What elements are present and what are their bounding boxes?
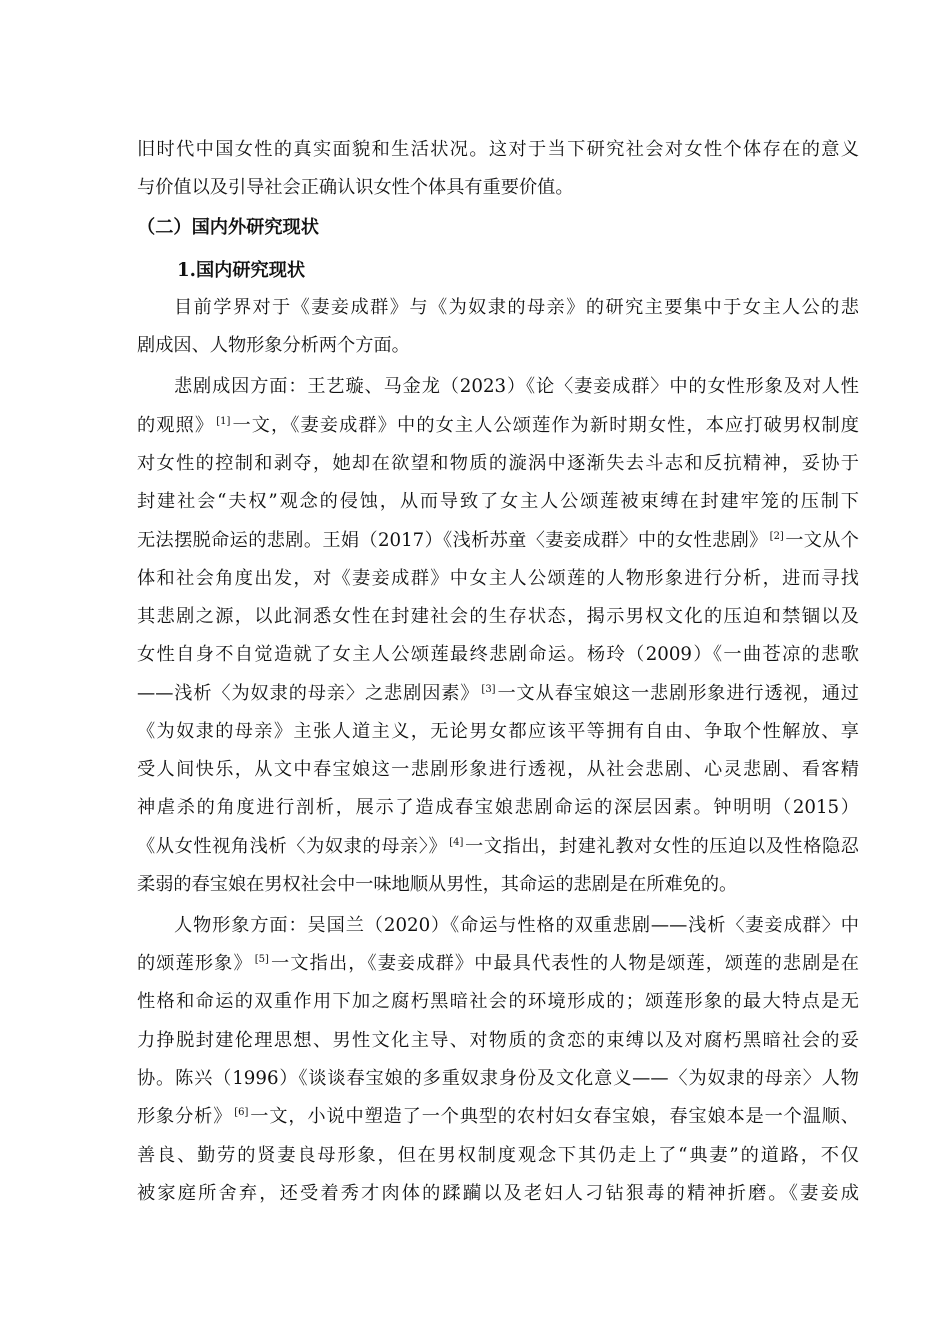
intro-line-2: 与价值以及引导社会正确认识女性个体具有重要价值。 (137, 177, 574, 198)
para2-line-13-a: 《从女性视角浅析〈为奴隶的母亲〉》 (137, 836, 448, 857)
para3-line-5: 协。陈兴（1996）《谈谈春宝娘的多重奴隶身份及文化意义——〈为奴隶的母亲〉人物 (137, 1068, 859, 1089)
para2-line-2-b: 一文，《妻妾成群》中的女主人公颂莲作为新时期女性，本应打破男权制度 (231, 415, 859, 436)
citation-2: [2] (769, 531, 784, 542)
para2-line-9-a: ——浅析〈为奴隶的母亲〉之悲剧因素》 (137, 683, 480, 704)
para3-line-1: 人物形象方面：吴国兰（2020）《命运与性格的双重悲剧——浅析〈妻妾成群〉中 (174, 915, 859, 936)
para2-line-12: 神虐杀的角度进行剖析，展示了造成春宝娘悲剧命运的深层因素。钟明明（2015） (137, 797, 859, 818)
para3-line-2 (137, 948, 859, 980)
para3-line-6 (137, 1101, 859, 1133)
para2-line-8: 女性自身不自觉造就了女主人公颂莲最终悲剧命运。杨玲（2009）《一曲苍凉的悲歌 (137, 644, 859, 665)
para2-line-9 (137, 678, 859, 710)
citation-3: [3] (481, 684, 496, 695)
para2-line-2 (137, 410, 859, 442)
para3-line-6-b: 一文，小说中塑造了一个典型的农村妇女春宝娘，春宝娘本是一个温顺、 (249, 1106, 859, 1127)
section-heading: （二）国内外研究现状 (137, 217, 319, 238)
subsection-heading: 1.国内研究现状 (177, 260, 306, 281)
para3-line-7: 善良、勤劳的贤妻良母形象，但在男权制度观念下其仍走上了“典妻”的道路，不仅 (137, 1145, 859, 1166)
para1-line-2: 剧成因、人物形象分析两个方面。 (137, 335, 410, 356)
para2-line-14: 柔弱的春宝娘在男权社会中一味地顺从男性，其命运的悲剧是在所难免的。 (137, 874, 738, 895)
para1-line-1: 目前学界对于《妻妾成群》与《为奴隶的母亲》的研究主要集中于女主人公的悲 (174, 297, 859, 318)
para2-line-5-b: 一文从个 (784, 530, 859, 551)
citation-4: [4] (449, 837, 464, 848)
para3-line-3: 性格和命运的双重作用下加之腐朽黑暗社会的环境形成的；颂莲形象的最大特点是无 (137, 991, 859, 1012)
para2-line-4: 封建社会“夫权”观念的侵蚀，从而导致了女主人公颂莲被束缚在封建牢笼的压制下 (137, 491, 859, 512)
para2-line-10: 《为奴隶的母亲》主张人道主义，无论男女都应该平等拥有自由、争取个性解放、享 (137, 721, 859, 742)
para3-line-2-b: 一文指出，《妻妾成群》中最具代表性的人物是颂莲，颂莲的悲剧是在 (269, 953, 859, 974)
para2-line-5 (137, 525, 859, 557)
para2-line-13-b: 一文指出，封建礼教对女性的压迫以及性格隐忍 (464, 836, 859, 857)
para3-line-4: 力挣脱封建伦理思想、男性文化主导、对物质的贪恋的束缚以及对腐朽黑暗社会的妥 (137, 1030, 859, 1051)
para2-line-6: 体和社会角度出发，对《妻妾成群》中女主人公颂莲的人物形象进行分析，进而寻找 (137, 568, 859, 589)
intro-line-1: 旧时代中国女性的真实面貌和生活状况。这对于当下研究社会对女性个体存在的意义 (137, 139, 859, 160)
citation-5: [5] (254, 954, 269, 965)
para2-line-2-a: 的观照》 (137, 415, 215, 436)
para2-line-11: 受人间快乐，从文中春宝娘这一悲剧形象进行透视，从社会悲剧、心灵悲剧、看客精 (137, 759, 859, 780)
para3-line-2-a: 的颂莲形象》 (137, 953, 253, 974)
para2-line-3: 对女性的控制和剥夺，她却在欲望和物质的漩涡中逐渐失去斗志和反抗精神，妥协于 (137, 453, 859, 474)
para2-line-7: 其悲剧之源，以此洞悉女性在封建社会的生存状态，揭示男权文化的压迫和禁锢以及 (137, 606, 859, 627)
para2-line-1: 悲剧成因方面：王艺璇、马金龙（2023）《论〈妻妾成群〉中的女性形象及对人性 (174, 376, 859, 397)
citation-6: [6] (234, 1107, 249, 1118)
para2-line-13 (137, 831, 859, 863)
para3-line-8: 被家庭所舍弃，还受着秀才肉体的蹂躏以及老妇人刁钻狠毒的精神折磨。《妻妾成 (137, 1183, 859, 1204)
citation-1: [1] (216, 416, 231, 427)
para2-line-9-b: 一文从春宝娘这一悲剧形象进行透视，通过 (496, 683, 859, 704)
para2-line-5-a: 无法摆脱命运的悲剧。王娟（2017）《浅析苏童〈妻妾成群〉中的女性悲剧》 (137, 530, 768, 551)
para3-line-6-a: 形象分析》 (137, 1106, 233, 1127)
